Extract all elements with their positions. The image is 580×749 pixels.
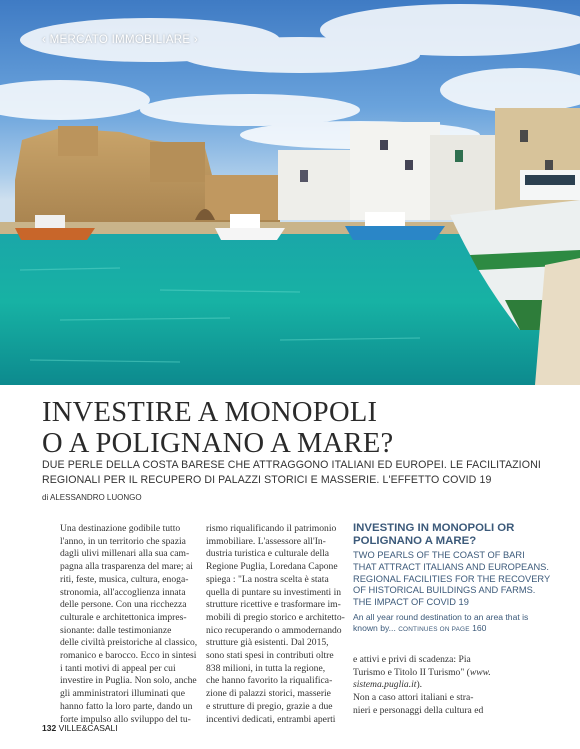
body-line xyxy=(353,667,503,680)
body-line: strutture ricettive e trasformare im- xyxy=(206,599,341,611)
body-line: e attivi e privi di scadenza: Pia xyxy=(353,654,471,665)
body-line: incentivi dedicati, entrambi aperti xyxy=(206,713,336,725)
title-line: INVESTIRE A MONOPOLI xyxy=(42,397,378,428)
title-line: O A POLIGNANO A MARE? xyxy=(42,428,394,459)
body-line: gli amministratori illuminati que xyxy=(60,688,185,700)
body-line: l'anno, in un territorio che spazia xyxy=(60,535,186,547)
website-link[interactable]: www. xyxy=(469,666,491,678)
continues-page-link[interactable]: 160 xyxy=(472,623,487,634)
english-text-line xyxy=(353,623,513,636)
body-line: stronomia, all'accoglienza innata xyxy=(60,586,186,598)
body-line: investire in Puglia. Non solo, anche xyxy=(60,675,197,687)
english-subtitle-line: TWO PEARLS OF THE COAST OF BARI xyxy=(353,550,525,560)
body-line: romanico e barocco. Ecco in sintesi xyxy=(60,650,197,662)
body-line: mobili di pregio storico e architetto- xyxy=(206,611,345,623)
body-line: nieri e personaggi della cultura ed xyxy=(353,704,484,716)
english-title xyxy=(353,522,513,547)
body-column-1 xyxy=(60,523,200,726)
body-line: e strutture di pregio, grazie a due xyxy=(206,700,333,712)
body-line: strutture già esistenti. Dal 2015, xyxy=(206,637,329,649)
article-title xyxy=(42,397,542,459)
english-text-line: An all year round destination to an area that is xyxy=(353,611,529,622)
body-line: delle civiltà preistoriche al classico, xyxy=(60,637,198,649)
english-subtitle-line: REGIONAL FACILITIES FOR THE RECOVERY xyxy=(353,573,551,584)
website-link[interactable]: sistema.puglia.it xyxy=(353,679,417,691)
body-line: immobiliare. L'assessore all'In- xyxy=(206,535,326,547)
body-column-2 xyxy=(206,523,346,726)
body-line: nico recuperando o ammodernando xyxy=(206,624,342,636)
body-line: delle persone. Con una ricchezza xyxy=(60,599,187,611)
body-line: i tanti motivi di appeal per cui xyxy=(60,662,176,674)
body-line: culturale e architettonica impres- xyxy=(60,611,187,623)
article-subtitle xyxy=(42,458,547,487)
body-text: ). xyxy=(416,679,423,691)
body-line: riti, feste, musica, cultura, enoga- xyxy=(60,573,189,585)
english-text xyxy=(353,611,529,636)
subtitle-line: DUE PERLE DELLA COSTA BARESE CHE ATTRAGGONO ITALIANI ED EUROPEI. LE FACILITAZIONI xyxy=(42,459,541,471)
english-subtitle xyxy=(353,550,551,609)
body-line: sono stati spesi in contributi oltre xyxy=(206,650,334,662)
body-line: pagna alla trasparenza del mare; ai xyxy=(60,561,193,573)
english-subtitle-line: OF HISTORICAL BUILDINGS AND FARMS. xyxy=(353,585,536,596)
english-summary-box xyxy=(353,522,551,636)
body-line: quella di puntare su investimenti in xyxy=(206,586,342,598)
magazine-name: VILLE&CASALI xyxy=(58,723,118,733)
body-line: dagli ulivi millenari alla sua cam- xyxy=(60,548,190,560)
body-line: dustria turistica e culturale della xyxy=(206,548,330,560)
english-subtitle-line: THAT ATTRACT ITALIANS AND EUROPEANS. xyxy=(353,561,549,572)
page-number: 132 xyxy=(42,723,57,733)
byline: di ALESSANDRO LUONGO xyxy=(42,493,142,502)
body-line: rismo riqualificando il patrimonio xyxy=(206,523,337,534)
english-title-line: INVESTING IN MONOPOLI OR xyxy=(353,522,515,534)
body-line: Una destinazione godibile tutto xyxy=(60,523,181,534)
body-line: Regione Puglia, Loredana Capone xyxy=(206,561,338,573)
body-line: hanno fatto la loro parte, dando un xyxy=(60,700,193,712)
english-title-line: POLIGNANO A MARE? xyxy=(353,534,477,547)
section-tag: ‹ MERCATO IMMOBILIARE › xyxy=(42,34,198,46)
body-line: 838 milioni, in tutta la regione, xyxy=(206,662,326,674)
continues-label: CONTINUES ON PAGE xyxy=(398,626,470,634)
english-subtitle-line: THE IMPACT OF COVID 19 xyxy=(353,597,469,608)
body-line: forte impulso allo sviluppo del tu- xyxy=(60,713,191,725)
subtitle-line: REGIONALI PER IL RECUPERO DI PALAZZI STORICI E MASSERIE. L'EFFETTO COVID 19 xyxy=(42,473,492,486)
body-line: spiega : "La nostra scelta è stata xyxy=(206,573,329,585)
body-line: Non a caso attori italiani e stra- xyxy=(353,692,474,704)
body-text: Turismo e Titolo II Turismo" ( xyxy=(353,666,470,678)
body-column-3 xyxy=(353,654,503,718)
body-line: sionante: dalle testimonianze xyxy=(60,624,172,636)
body-line: zione di palazzi storici, masserie xyxy=(206,688,331,700)
body-line: che hanno favorito la riqualifica- xyxy=(206,675,333,687)
english-text-last: known by... xyxy=(353,623,396,634)
body-line xyxy=(353,679,503,692)
page-footer xyxy=(42,723,118,733)
